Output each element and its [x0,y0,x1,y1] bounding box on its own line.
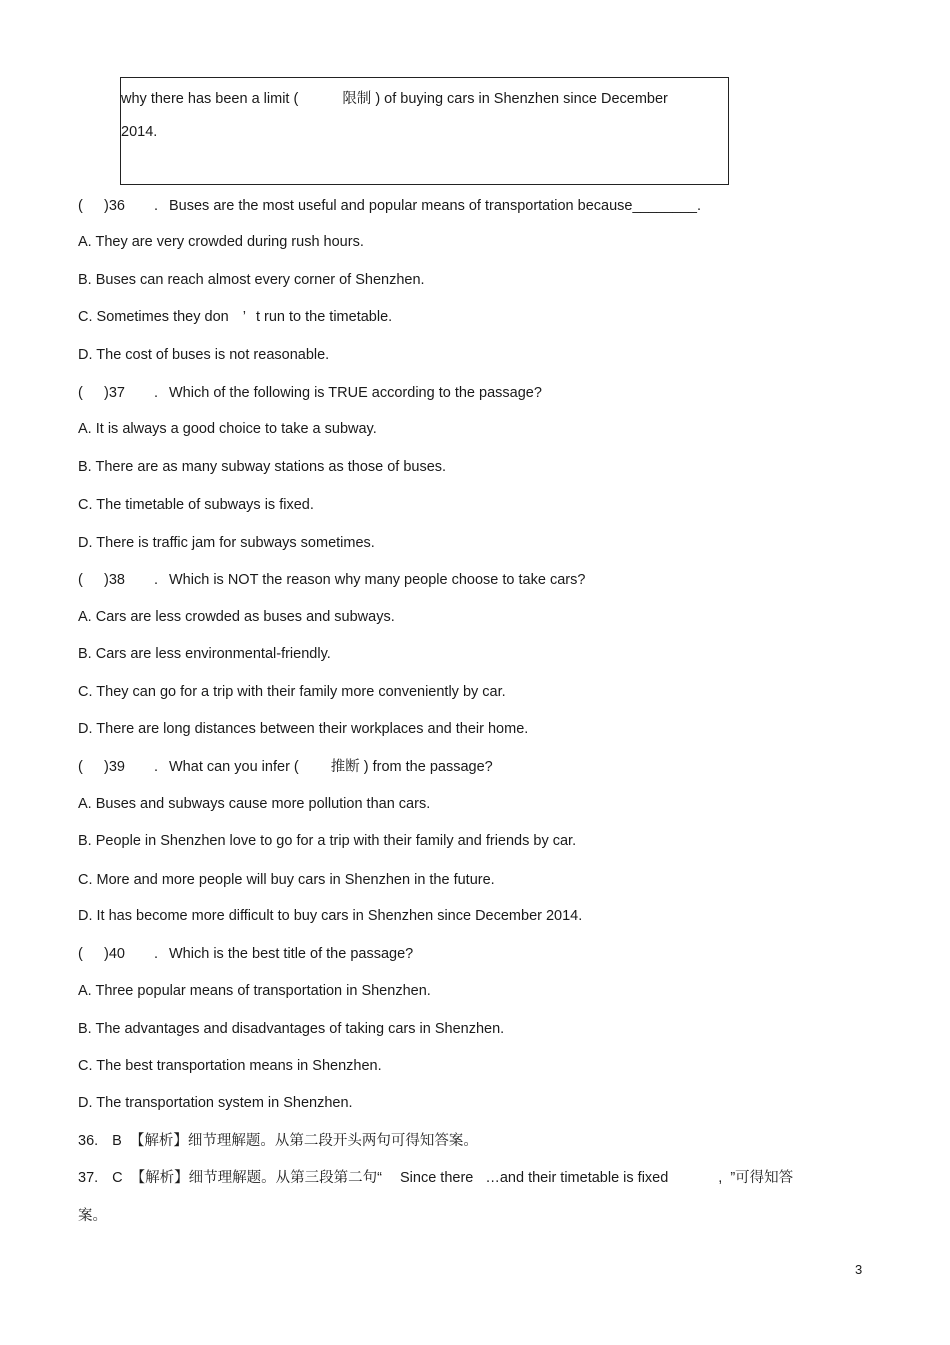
option-38a: A. Cars are less crowded as buses and subways. [78,609,395,625]
passage-excerpt-box [120,77,729,185]
question-36-stem: ( )36 . Buses are the most useful and popular means of transportation because________. [78,198,702,214]
option-36a: A. They are very crowded during rush hours. [78,234,364,250]
answer-37-continuation: 案。 [78,1208,107,1224]
answer-37: 37. C 【解析】细节理解题。从第三段第二句“ Since there …and their timetable is fixed , ”可得知答 [78,1170,794,1186]
option-40b: B. The advantages and disadvantages of taking cars in Shenzhen. [78,1021,505,1037]
question-37-stem: ( )37 . Which of the following is TRUE according to the passage? [78,385,542,401]
passage-line-1: why there has been a limit ( 限制 ) of buying cars in Shenzhen since December [121,91,668,107]
chinese-gloss: 推断 [330,759,360,775]
answer-36: 36. B 【解析】细节理解题。从第二段开头两句可得知答案。 [78,1133,478,1149]
option-39b: B. People in Shenzhen love to go for a trip with their family and friends by car. [78,833,577,849]
option-36d: D. The cost of buses is not reasonable. [78,347,330,363]
option-36b: B. Buses can reach almost every corner of Shenzhen. [78,272,425,288]
option-40d: D. The transportation system in Shenzhen. [78,1095,353,1111]
question-40-stem: ( )40 . Which is the best title of the passage? [78,946,414,962]
question-38-stem: ( )38 . Which is NOT the reason why many people choose to take cars? [78,572,586,588]
option-40c: C. The best transportation means in Shenzhen. [78,1058,382,1074]
passage-line-2: 2014. [121,124,158,140]
option-37c: C. The timetable of subways is fixed. [78,497,314,513]
option-37b: B. There are as many subway stations as those of buses. [78,459,447,475]
option-36c: C. Sometimes they don ’ t run to the timetable. [78,309,393,325]
option-38c: C. They can go for a trip with their family more conveniently by car. [78,684,506,700]
chinese-gloss: 限制 [342,91,372,107]
question-39-stem: ( )39 . What can you infer ( 推断 ) from the passage? [78,759,493,775]
option-39a: A. Buses and subways cause more pollution than cars. [78,796,431,812]
option-37a: A. It is always a good choice to take a subway. [78,421,377,437]
option-39d: D. It has become more difficult to buy cars in Shenzhen since December 2014. [78,908,583,924]
page-number: 3 [855,1262,863,1277]
option-38b: B. Cars are less environmental-friendly. [78,646,331,662]
option-37d: D. There is traffic jam for subways sometimes. [78,535,375,551]
option-40a: A. Three popular means of transportation in Shenzhen. [78,983,431,999]
option-38d: D. There are long distances between their workplaces and their home. [78,721,529,737]
option-39c: C. More and more people will buy cars in Shenzhen in the future. [78,872,495,888]
